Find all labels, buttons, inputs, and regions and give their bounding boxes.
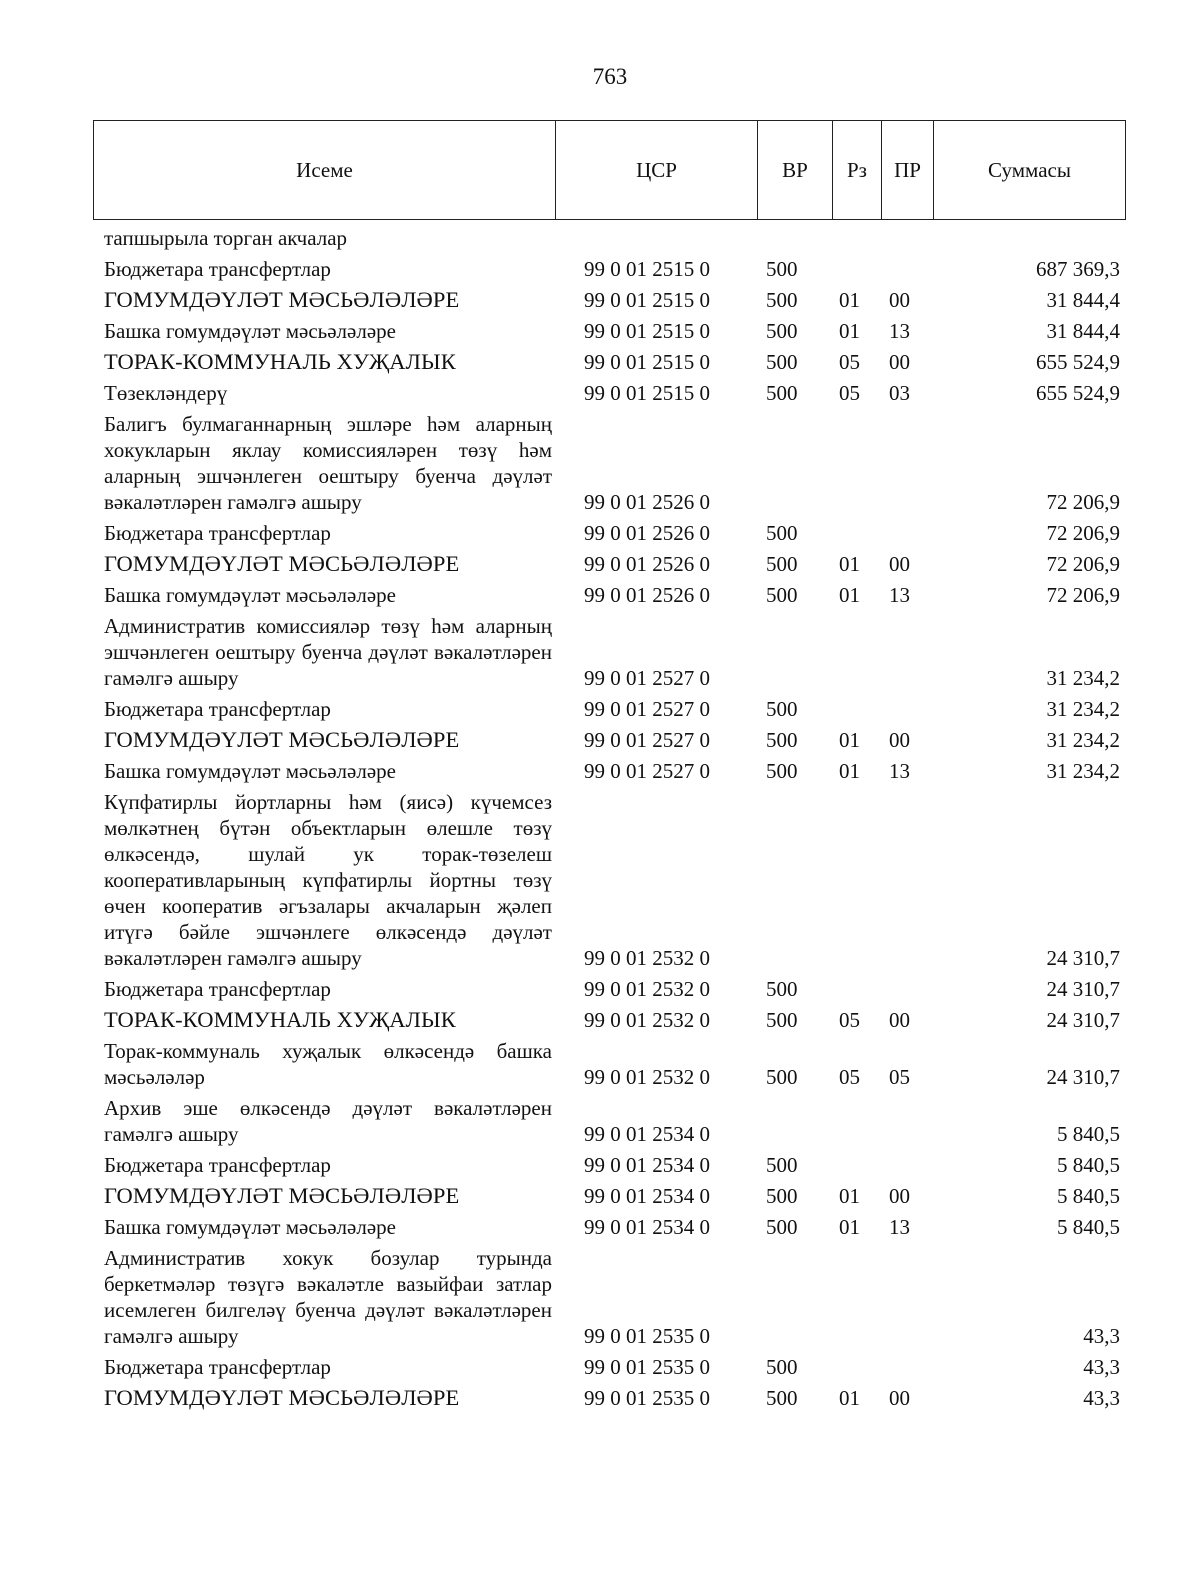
cell-sum: 31 234,2 [1046,728,1120,752]
cell-rz: 05 [839,381,860,405]
cell-sum: 43,3 [1083,1355,1120,1379]
table-row [104,1035,1126,1092]
table-row [104,1382,1126,1413]
cell-rz [827,786,877,973]
cell-pr: 13 [889,583,910,607]
cell-sum: 43,3 [1083,1386,1120,1410]
table-row [104,222,1126,253]
cell-vr [752,1242,827,1351]
cell-csr: 99 0 01 2527 0 [584,728,710,752]
cell-pr [877,408,929,517]
cell-csr: 99 0 01 2527 0 [584,759,710,783]
cell-sum: 5 840,5 [1057,1215,1120,1239]
cell-pr [877,1351,929,1382]
cell-name: Бюджетара трансфертлар [104,1153,331,1177]
cell-name: ГОМУМДӘҮЛӘТ МӘСЬӘЛӘЛӘРЕ [104,551,460,576]
cell-vr: 500 [766,521,798,545]
cell-csr: 99 0 01 2532 0 [584,977,710,1001]
cell-name: Күпфатирлы йортларны һәм (яисә) күчемсез мөлкәтнең бүтән объектларын өлешле төзү өлкәсендә, шулай ук торак-төзелеш кооперативларының күпфатирлы йортны төзү өчен кооператив әгъзалары акчаларын җәлеп итүгә бәйле эшчәнлеге өлкәсендә дәүләт вәкаләтләрен гамәлгә ашыру [104,790,552,970]
cell-csr: 99 0 01 2527 0 [584,697,710,721]
cell-sum: 24 310,7 [1046,977,1120,1001]
cell-name: Бюджетара трансфертлар [104,521,331,545]
table-row [104,1211,1126,1242]
cell-rz: 05 [839,350,860,374]
cell-pr: 00 [889,350,910,374]
cell-pr [877,973,929,1004]
cell-csr: 99 0 01 2534 0 [584,1215,710,1239]
header-csr: ЦСР [556,121,758,219]
cell-vr: 500 [766,1355,798,1379]
cell-csr: 99 0 01 2515 0 [584,350,710,374]
cell-pr: 05 [889,1065,910,1089]
cell-sum: 5 840,5 [1057,1153,1120,1177]
cell-vr: 500 [766,1386,798,1410]
cell-pr [877,1242,929,1351]
cell-rz: 01 [839,759,860,783]
cell-name: Башка гомумдәүләт мәсьәләләре [104,583,396,607]
cell-vr: 500 [766,583,798,607]
cell-vr: 500 [766,697,798,721]
cell-csr: 99 0 01 2535 0 [584,1324,710,1348]
cell-rz [827,1149,877,1180]
cell-name: Бюджетара трансфертлар [104,257,331,281]
cell-sum: 31 234,2 [1046,759,1120,783]
cell-csr: 99 0 01 2535 0 [584,1386,710,1410]
cell-csr: 99 0 01 2526 0 [584,490,710,514]
cell-sum: 31 844,4 [1046,288,1120,312]
cell-rz: 01 [839,1386,860,1410]
cell-rz: 01 [839,1215,860,1239]
cell-pr: 00 [889,552,910,576]
cell-rz: 01 [839,319,860,343]
table-row [104,1092,1126,1149]
cell-sum: 31 234,2 [1046,697,1120,721]
page-number: 763 [592,64,628,89]
budget-table-body [104,222,1126,1413]
cell-sum: 72 206,9 [1046,583,1120,607]
cell-sum: 687 369,3 [1036,257,1120,281]
cell-vr [752,1092,827,1149]
cell-csr: 99 0 01 2532 0 [584,1065,710,1089]
cell-pr: 00 [889,728,910,752]
cell-name: ГОМУМДӘҮЛӘТ МӘСЬӘЛӘЛӘРЕ [104,1183,460,1208]
cell-vr: 500 [766,350,798,374]
header-vr: ВР [758,121,833,219]
cell-vr: 500 [766,759,798,783]
cell-csr: 99 0 01 2515 0 [584,288,710,312]
cell-vr: 500 [766,257,798,281]
cell-pr: 00 [889,288,910,312]
cell-rz [827,222,877,253]
header-pr: ПР [882,121,934,219]
cell-pr [877,1092,929,1149]
cell-name: Архив эше өлкәсендә дәүләт вәкаләтләрен гамәлгә ашыру [104,1096,552,1146]
cell-sum: 24 310,7 [1046,1008,1120,1032]
cell-vr [752,222,827,253]
table-row [104,517,1126,548]
table-row [104,315,1126,346]
cell-rz: 01 [839,583,860,607]
cell-name: Балигъ булмаганнарның эшләре һәм аларның хокукларын яклау комиссияләрен төзү һәм аларның эшчәнлеген оештыру буенча дәүләт вәкаләтләрен гамәлгә ашыру [104,412,552,514]
cell-rz [827,693,877,724]
table-row [104,408,1126,517]
cell-vr [752,408,827,517]
cell-sum: 31 844,4 [1046,319,1120,343]
cell-vr [752,786,827,973]
cell-name: Башка гомумдәүләт мәсьәләләре [104,1215,396,1239]
cell-name: ТОРАК-КОММУНАЛЬ ХУҖАЛЫК [104,1007,456,1032]
cell-csr: 99 0 01 2534 0 [584,1153,710,1177]
table-row [104,1180,1126,1211]
cell-rz [827,1351,877,1382]
cell-name: ГОМУМДӘҮЛӘТ МӘСЬӘЛӘЛӘРЕ [104,287,460,312]
cell-rz: 01 [839,1184,860,1208]
cell-name: Бюджетара трансфертлар [104,1355,331,1379]
table-row [104,1149,1126,1180]
cell-rz [827,1092,877,1149]
cell-csr: 99 0 01 2534 0 [584,1184,710,1208]
cell-rz: 01 [839,288,860,312]
cell-pr: 00 [889,1184,910,1208]
cell-sum: 72 206,9 [1046,552,1120,576]
cell-sum [929,222,1126,253]
cell-sum: 24 310,7 [1046,946,1120,970]
cell-rz: 01 [839,552,860,576]
cell-pr: 03 [889,381,910,405]
cell-pr: 13 [889,319,910,343]
table-row [104,973,1126,1004]
table-row [104,693,1126,724]
table-row [104,1242,1126,1351]
cell-pr [877,610,929,693]
cell-pr: 13 [889,1215,910,1239]
table-row [104,548,1126,579]
cell-name: Бюджетара трансфертлар [104,697,331,721]
cell-csr: 99 0 01 2534 0 [584,1122,710,1146]
table-row [104,610,1126,693]
table-row [104,724,1126,755]
header-name: Исеме [94,121,556,219]
cell-rz [827,610,877,693]
cell-sum: 43,3 [1083,1324,1120,1348]
cell-rz [827,1242,877,1351]
cell-vr: 500 [766,319,798,343]
cell-vr: 500 [766,1065,798,1089]
header-rz: Рз [833,121,882,219]
cell-pr [877,222,929,253]
table-row [104,284,1126,315]
cell-pr [877,253,929,284]
cell-sum: 655 524,9 [1036,381,1120,405]
cell-vr: 500 [766,1008,798,1032]
cell-name: Башка гомумдәүләт мәсьәләләре [104,759,396,783]
cell-vr [752,610,827,693]
table-row [104,346,1126,377]
table-header [93,120,1126,220]
cell-csr: 99 0 01 2515 0 [584,381,710,405]
cell-vr: 500 [766,381,798,405]
cell-vr: 500 [766,1153,798,1177]
table-row [104,253,1126,284]
cell-csr: 99 0 01 2535 0 [584,1355,710,1379]
cell-sum: 24 310,7 [1046,1065,1120,1089]
cell-sum: 72 206,9 [1046,490,1120,514]
cell-rz [827,517,877,548]
table-row [104,1351,1126,1382]
cell-vr: 500 [766,977,798,1001]
cell-rz [827,408,877,517]
cell-csr [552,222,752,253]
cell-csr: 99 0 01 2526 0 [584,521,710,545]
cell-rz [827,253,877,284]
cell-sum: 5 840,5 [1057,1122,1120,1146]
cell-sum: 31 234,2 [1046,666,1120,690]
table-row [104,755,1126,786]
cell-name: Административ комиссияләр төзү һәм аларның эшчәнлеген оештыру буенча дәүләт вәкаләтләрен гамәлгә ашыру [104,614,552,690]
cell-pr [877,693,929,724]
cell-pr: 00 [889,1008,910,1032]
cell-pr [877,786,929,973]
cell-name: ГОМУМДӘҮЛӘТ МӘСЬӘЛӘЛӘРЕ [104,727,460,752]
cell-rz [827,973,877,1004]
cell-name: Бюджетара трансфертлар [104,977,331,1001]
cell-name: тапшырыла торган акчалар [104,226,348,250]
cell-vr: 500 [766,1184,798,1208]
cell-csr: 99 0 01 2526 0 [584,583,710,607]
cell-sum: 655 524,9 [1036,350,1120,374]
cell-name: Торак-коммуналь хуҗалык өлкәсендә башка мәсьәләләр [104,1039,552,1089]
table-row [104,579,1126,610]
cell-vr: 500 [766,288,798,312]
header-sum: Суммасы [988,157,1071,182]
cell-name: Административ хокук бозулар турында беркетмәләр төзүгә вәкаләтле вазыйфаи затлар исемлеген билгеләү буенча дәүләт вәкаләтләрен гамәлгә ашыру [104,1246,552,1348]
cell-csr: 99 0 01 2532 0 [584,946,710,970]
cell-pr [877,517,929,548]
cell-rz: 05 [839,1008,860,1032]
table-row [104,786,1126,973]
table-row [104,377,1126,408]
cell-name: Төзекләндерү [104,381,228,405]
cell-name: ТОРАК-КОММУНАЛЬ ХУҖАЛЫК [104,349,456,374]
cell-sum: 72 206,9 [1046,521,1120,545]
cell-pr: 00 [889,1386,910,1410]
cell-csr: 99 0 01 2515 0 [584,257,710,281]
budget-table [104,222,1126,1413]
cell-csr: 99 0 01 2527 0 [584,666,710,690]
cell-csr: 99 0 01 2515 0 [584,319,710,343]
cell-csr: 99 0 01 2526 0 [584,552,710,576]
table-row [104,1004,1126,1035]
cell-vr: 500 [766,728,798,752]
cell-rz: 01 [839,728,860,752]
cell-pr [877,1149,929,1180]
cell-vr: 500 [766,1215,798,1239]
cell-pr: 13 [889,759,910,783]
cell-name: Башка гомумдәүләт мәсьәләләре [104,319,396,343]
cell-rz: 05 [839,1065,860,1089]
cell-name: ГОМУМДӘҮЛӘТ МӘСЬӘЛӘЛӘРЕ [104,1385,460,1410]
cell-vr: 500 [766,552,798,576]
cell-csr: 99 0 01 2532 0 [584,1008,710,1032]
cell-sum: 5 840,5 [1057,1184,1120,1208]
